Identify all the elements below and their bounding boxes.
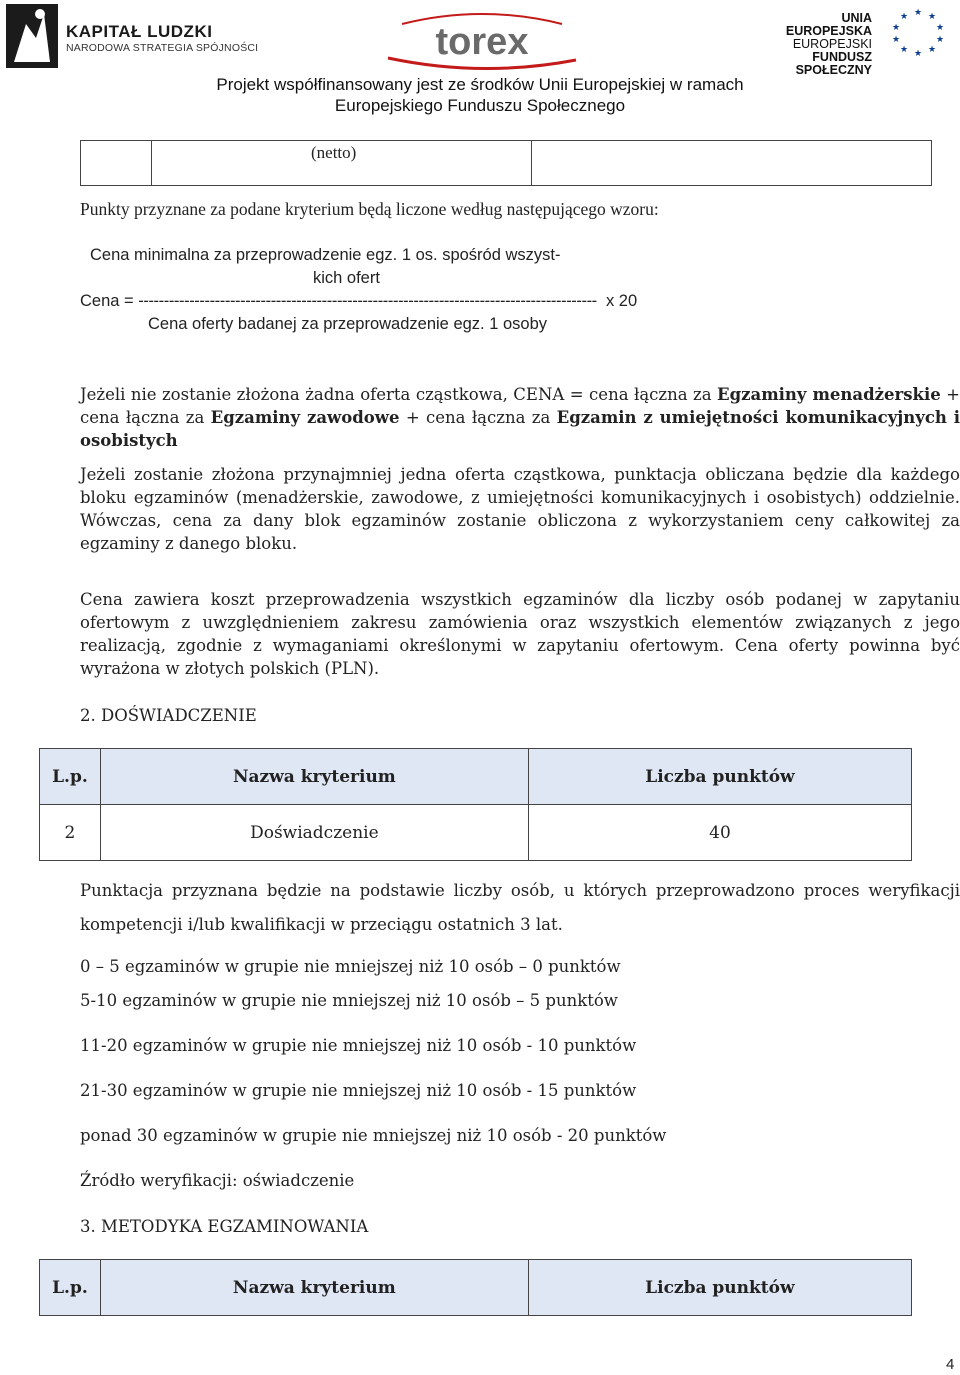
verification-source: Źródło weryfikacji: oświadczenie — [80, 1171, 355, 1190]
col-header-criterion: Nazwa kryterium — [100, 1260, 528, 1316]
formula-denominator: Cena oferty badanej za przeprowadzenie egz. 1 osoby — [148, 315, 548, 333]
kapital-ludzki-emblem-icon — [6, 4, 62, 70]
kapital-ludzki-subtitle: NARODOWA STRATEGIA SPÓJNOŚCI — [66, 42, 259, 54]
cell-lp: 2 — [40, 805, 101, 861]
section2-heading: 2. DOŚWIADCZENIE — [80, 706, 257, 725]
experience-criteria-table — [39, 748, 912, 861]
netto-cell: (netto) — [311, 143, 357, 162]
p1-bold-managerial: Egzaminy menadżerskie — [717, 385, 941, 404]
score-item-4: ponad 30 egzaminów w grupie nie mniejszej niż 10 osób - 20 punktów — [80, 1126, 667, 1145]
table-header-row — [40, 1260, 912, 1316]
svg-text:★: ★ — [927, 45, 937, 55]
score-item-2: 11-20 egzaminów w grupie nie mniejszej niż 10 osób - 10 punktów — [80, 1036, 637, 1055]
svg-text:★: ★ — [935, 23, 945, 33]
svg-text:★: ★ — [913, 49, 923, 58]
col-header-points: Liczba punktów — [528, 749, 911, 805]
p1-bold-vocational: Egzaminy zawodowe — [210, 408, 400, 427]
paragraph-no-partial-offer — [80, 383, 960, 452]
project-funding-line2: Europejskiego Funduszu Społecznego — [334, 96, 626, 115]
svg-text:★: ★ — [899, 45, 909, 55]
torex-wordmark: torex — [435, 21, 529, 63]
svg-text:★: ★ — [891, 35, 901, 45]
paragraph-partial-offer: Jeżeli zostanie złożona przynajmniej jedna oferta cząstkowa, punktacja obliczana będzie dla każdego bloku egzaminów (menadżerskie, zawodowe, z umiejętności komunikacyjnych i osobistych) oddzielnie. Wówczas, cena za dany blok egzaminów zostanie obliczona z wykorzystaniem ceny całkowitej za egzaminy z danego bloku. — [80, 465, 960, 553]
eu-label — [768, 12, 872, 77]
paragraph-price-includes: Cena zawiera koszt przeprowadzenia wszystkich egzaminów dla liczby osób podanej w zapytaniu ofertowym z uwzględnieniem zakresu zamówienia oraz wszystkich elementów związanych z jego realizacją, zgodnie z wymaganiami określonymi w zapytaniu ofertowym. Cena oferty powinna być wyrażona w złotych polskich (PLN). — [80, 590, 960, 678]
col-header-criterion: Nazwa kryterium — [100, 749, 528, 805]
project-funding-line1: Projekt współfinansowany jest ze środków Unii Europejskiej w ramach — [216, 75, 744, 94]
formula-numerator-line1: Cena minimalna za przeprowadzenie egz. 1 os. spośród wszyst- — [90, 246, 561, 264]
cell-criterion: Doświadczenie — [100, 805, 528, 861]
section3-heading: 3. METODYKA EGZAMINOWANIA — [80, 1217, 369, 1236]
eu-flag-icon — [880, 6, 956, 58]
score-item-0: 0 – 5 egzaminów w grupie nie mniejszej niż 10 osób – 0 punktów — [80, 957, 621, 976]
score-item-3: 21-30 egzaminów w grupie nie mniejszej niż 10 osób - 15 punktów — [80, 1081, 637, 1100]
svg-text:★: ★ — [891, 23, 901, 33]
methodology-criteria-table — [39, 1259, 912, 1316]
svg-text:★: ★ — [899, 12, 909, 22]
formula-numerator-line2: kich ofert — [313, 269, 380, 287]
p1-bold-communication: Egzamin z umiejętności komunikacyjnych i osobistych — [80, 408, 960, 450]
kapital-ludzki-title: KAPITAŁ LUDZKI — [66, 22, 213, 41]
eu-line3: FUNDUSZ SPOŁECZNY — [795, 50, 872, 77]
eu-line1: UNIA EUROPEJSKA — [785, 11, 872, 38]
col-header-points: Liczba punktów — [528, 1260, 911, 1316]
svg-text:★: ★ — [913, 8, 923, 18]
col-header-lp: L.p. — [40, 1260, 101, 1316]
formula-intro: Punkty przyznane za podane kryterium będą liczone według następującego wzoru: — [80, 199, 659, 219]
cell-points: 40 — [528, 805, 911, 861]
p1-text-2: + cena łączna za — [80, 385, 960, 427]
page-number: 4 — [946, 1356, 955, 1373]
table-header-row — [40, 749, 912, 805]
col-header-lp: L.p. — [40, 749, 101, 805]
experience-description: Punktacja przyznana będzie na podstawie liczby osób, u których przeprowadzono proces weryfikacji kompetencji i/lub kwalifikacji w przeciągu ostatnich 3 lat. — [80, 881, 960, 934]
formula-main-line — [80, 292, 637, 311]
top-table-fragment — [80, 140, 932, 186]
p1-text-3: + cena łączna za — [399, 408, 557, 427]
formula-lhs: Cena = — [80, 292, 139, 310]
table-row — [40, 805, 912, 861]
formula-multiplier: x 20 — [605, 292, 638, 310]
torex-logo — [382, 8, 582, 72]
p1-text-1: Jeżeli nie zostanie złożona żadna oferta cząstkowa, CENA = cena łączna za — [80, 385, 718, 404]
svg-text:★: ★ — [927, 12, 937, 22]
score-item-1: 5-10 egzaminów w grupie nie mniejszej niż 10 osób – 5 punktów — [80, 991, 618, 1010]
formula-dashes: ------------------------------------------------------------------------------------------ — [138, 292, 597, 310]
eu-line2: EUROPEJSKI — [792, 37, 872, 51]
svg-text:★: ★ — [935, 35, 945, 45]
